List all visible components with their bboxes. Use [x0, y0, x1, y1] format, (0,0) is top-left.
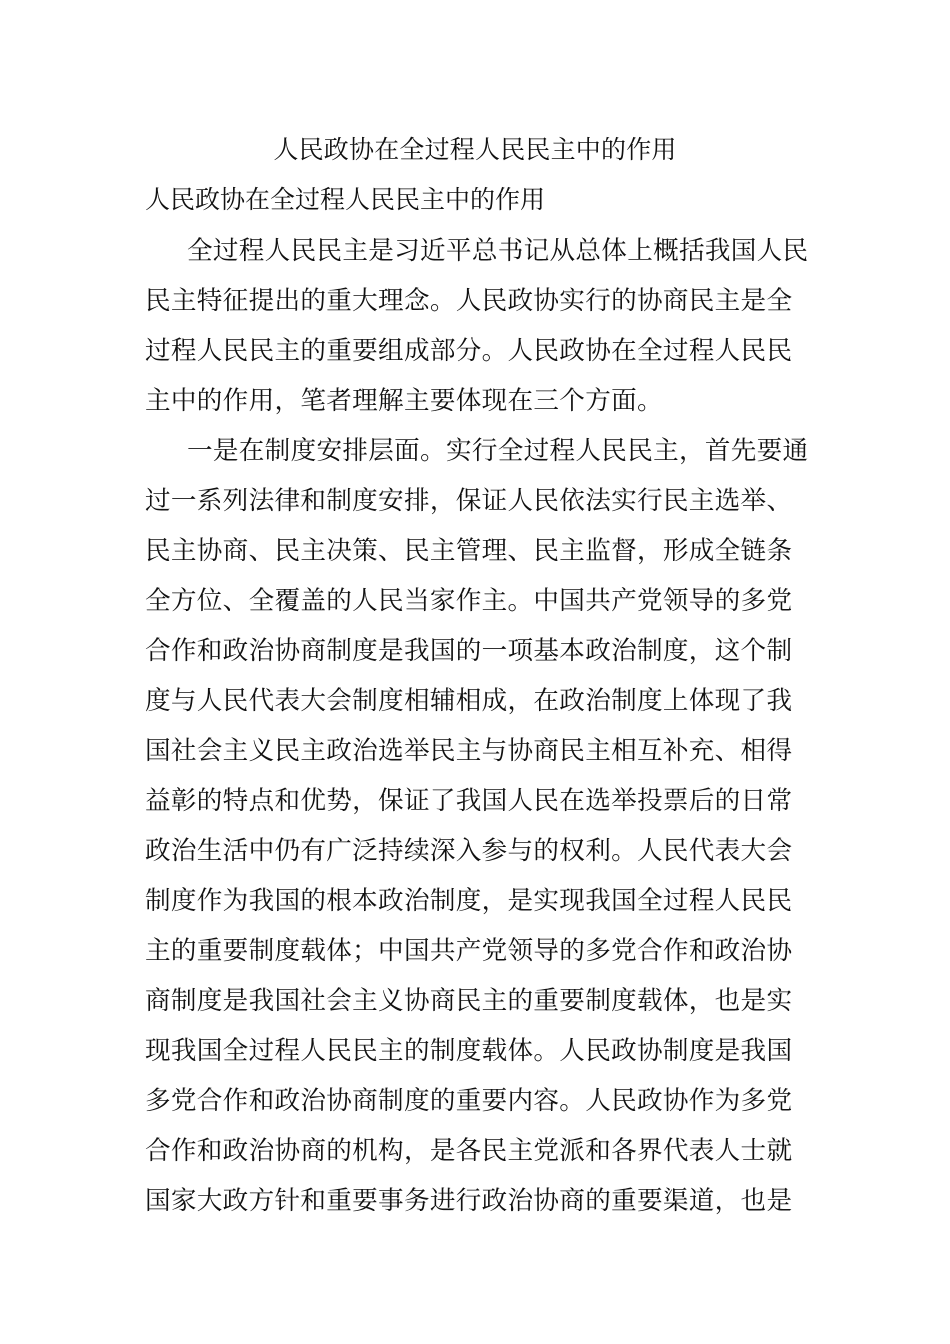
body-line: 过程人民民主的重要组成部分。人民政协在全过程人民民 [145, 336, 793, 366]
page-title: 人民政协在全过程人民民主中的作用 [273, 135, 677, 164]
body-line: 合作和政治协商的机构，是各民主党派和各界代表人士就 [145, 1136, 793, 1166]
body-line: 过一系列法律和制度安排，保证人民依法实行民主选举、 [145, 486, 793, 516]
body-line: 国家大政方针和重要事务进行政治协商的重要渠道，也是 [145, 1186, 793, 1216]
body-line: 主中的作用，笔者理解主要体现在三个方面。 [145, 386, 663, 416]
body-line: 商制度是我国社会主义协商民主的重要制度载体，也是实 [145, 986, 793, 1016]
body-line: 合作和政治协商制度是我国的一项基本政治制度，这个制 [145, 636, 793, 666]
body-line: 全过程人民民主是习近平总书记从总体上概括我国人民 [187, 236, 809, 266]
body-line: 全方位、全覆盖的人民当家作主。中国共产党领导的多党 [145, 586, 793, 616]
body-line: 一是在制度安排层面。实行全过程人民民主，首先要通 [187, 436, 809, 466]
body-line: 政治生活中仍有广泛持续深入参与的权利。人民代表大会 [145, 836, 793, 866]
body-line: 主的重要制度载体；中国共产党领导的多党合作和政治协 [145, 936, 793, 966]
body-line: 制度作为我国的根本政治制度，是实现我国全过程人民民 [145, 886, 793, 916]
body-line: 现我国全过程人民民主的制度载体。人民政协制度是我国 [145, 1036, 793, 1066]
body-line: 民主协商、民主决策、民主管理、民主监督，形成全链条 [145, 536, 793, 566]
body-line: 益彰的特点和优势，保证了我国人民在选举投票后的日常 [145, 786, 793, 816]
body-line: 度与人民代表大会制度相辅相成，在政治制度上体现了我 [145, 686, 793, 716]
section-heading: 人民政协在全过程人民民主中的作用 [145, 185, 546, 214]
body-line: 民主特征提出的重大理念。人民政协实行的协商民主是全 [145, 286, 793, 316]
body-line: 多党合作和政治协商制度的重要内容。人民政协作为多党 [145, 1086, 793, 1116]
body-line: 国社会主义民主政治选举民主与协商民主相互补充、相得 [145, 736, 793, 766]
